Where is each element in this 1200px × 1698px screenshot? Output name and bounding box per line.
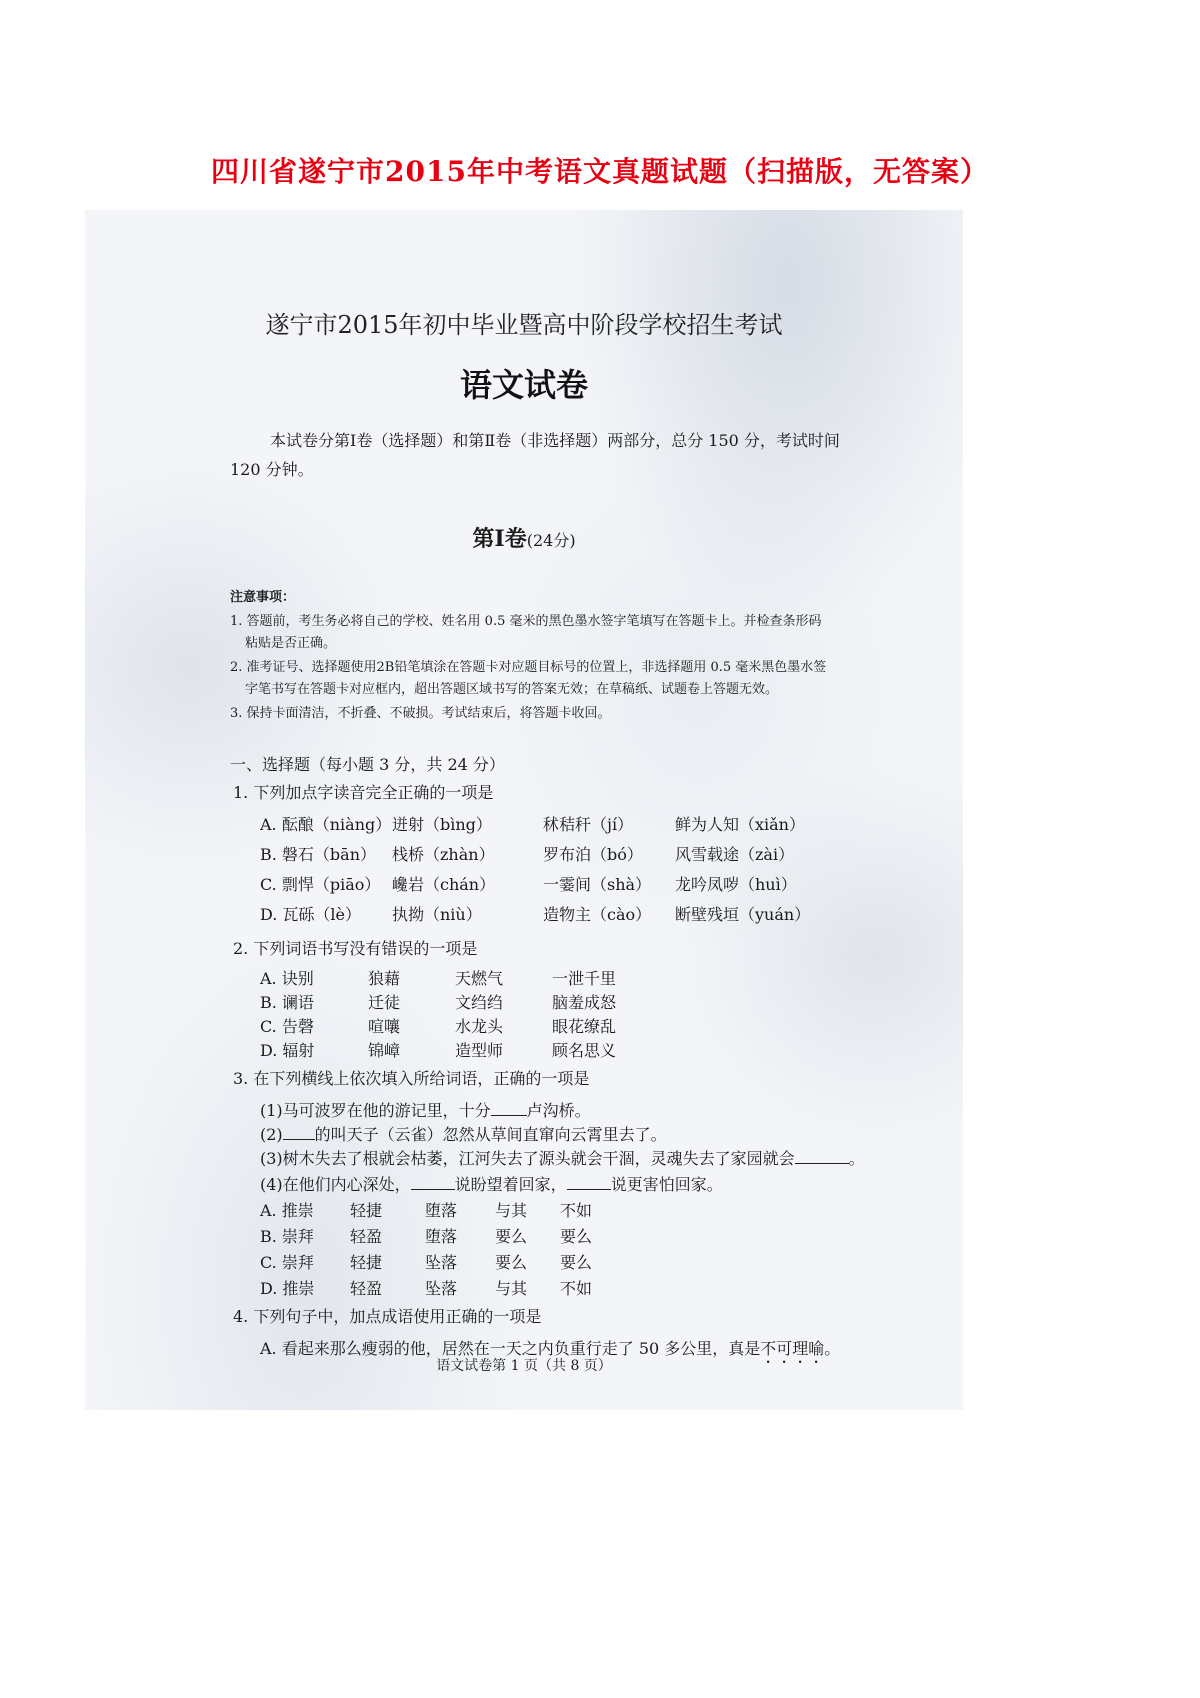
option-cell: 迁徒 — [368, 993, 401, 1012]
question-4-stem: 4. 下列句子中，加点成语使用正确的一项是 — [233, 1307, 542, 1326]
notice-item: 2. 准考证号、选择题使用2B铅笔填涂在答题卡对应题目标号的位置上，非选择题用 0.5 毫米黑色墨水签 — [230, 660, 827, 675]
question-2-option-row — [260, 966, 940, 988]
question-3-sentence-3 — [260, 1146, 865, 1169]
option-cell: 要么 — [560, 1253, 593, 1272]
question-1-option-row — [260, 842, 940, 864]
question-1-stem: 1. 下列加点字读音完全正确的一项是 — [233, 783, 494, 802]
option-cell: 堕落 — [425, 1227, 458, 1246]
option-cell: 不如 — [560, 1279, 593, 1298]
sentence-text: (2) — [260, 1125, 283, 1144]
notice-item: 1. 答题前，考生务必将自己的学校、姓名用 0.5 毫米的黑色墨水签字笔填写在答题卡上。并检查条形码 — [230, 614, 822, 629]
sentence-text: (4)在他们内心深处， — [260, 1175, 411, 1194]
question-3-option-row — [260, 1250, 940, 1272]
option-cell: 要么 — [495, 1253, 528, 1272]
volume-name: 第Ⅰ卷 — [472, 526, 527, 552]
option-cell: 造型师 — [455, 1041, 504, 1060]
intro-line-2: 120 分钟。 — [230, 460, 314, 479]
option-cell: D. 推崇 — [260, 1279, 315, 1298]
sentence-text: (1)马可波罗在他的游记里，十分 — [260, 1101, 491, 1120]
option-cell: 文绉绉 — [455, 993, 504, 1012]
option-cell: B. 谰语 — [260, 993, 314, 1012]
option-cell: 与其 — [495, 1201, 528, 1220]
fill-blank — [411, 1175, 455, 1190]
question-1-option-row — [260, 812, 940, 834]
document-title: 四川省遂宁市2015年中考语文真题试题（扫描版，无答案） — [211, 155, 989, 188]
fill-blank — [283, 1125, 315, 1140]
dotted-idiom: 不可理喻 — [760, 1339, 825, 1358]
option-cell: 要么 — [495, 1227, 528, 1246]
option-cell: 执拗（niù） — [392, 905, 482, 924]
option-cell: 迸射（bìng） — [392, 815, 492, 834]
option-cell: C. 剽悍（piāo） — [260, 875, 381, 894]
option-cell: 秫秸秆（jí） — [543, 815, 634, 834]
option-cell: A. 酝酿（niàng） — [260, 815, 392, 834]
notice-heading: 注意事项： — [230, 590, 296, 605]
notice-item: 字笔书写在答题卡对应框内，超出答题区域书写的答案无效；在草稿纸、试题卷上答题无效。 — [245, 682, 779, 697]
paper-name: 语文试卷 — [459, 366, 588, 404]
option-cell: 风雪载途（zài） — [675, 845, 795, 864]
option-cell: 不如 — [560, 1201, 593, 1220]
sentence-text: 说盼望着回家， — [454, 1175, 567, 1194]
option-cell: A. 诀别 — [260, 969, 314, 988]
option-cell: A. 推崇 — [260, 1201, 314, 1220]
question-2-option-row — [260, 1014, 940, 1036]
option-cell: 鲜为人知（xiǎn） — [675, 815, 805, 834]
option-cell: 巉岩（chán） — [392, 875, 496, 894]
question-3-sentence-4 — [260, 1172, 723, 1195]
question-2-stem: 2. 下列词语书写没有错误的一项是 — [233, 939, 478, 958]
option-cell: 坠落 — [425, 1253, 458, 1272]
sentence-text: 的叫天子（云雀）忽然从草间直窜向云霄里去了。 — [314, 1125, 667, 1144]
exam-title: 遂宁市2015年初中毕业暨高中阶段学校招生考试 — [265, 311, 783, 339]
sentence-text: (3)树木失去了根就会枯萎，江河失去了源头就会干涸，灵魂失去了家园就会 — [260, 1149, 795, 1168]
volume-score: (24分) — [526, 531, 576, 550]
option-cell: 轻捷 — [350, 1253, 383, 1272]
option-cell: 轻捷 — [350, 1201, 383, 1220]
option-cell: 顾名思义 — [552, 1041, 617, 1060]
fill-blank — [491, 1101, 527, 1116]
question-2-option-row — [260, 1038, 940, 1060]
option-cell: B. 崇拜 — [260, 1227, 314, 1246]
option-cell: 锦嶂 — [368, 1041, 401, 1060]
option-cell: D. 辐射 — [260, 1041, 315, 1060]
option-cell: 堕落 — [425, 1201, 458, 1220]
option-cell: 栈桥（zhàn） — [392, 845, 495, 864]
option-cell: 要么 — [560, 1227, 593, 1246]
question-3-sentence-1 — [260, 1098, 591, 1121]
fill-blank — [795, 1149, 849, 1164]
intro-line-1: 本试卷分第Ⅰ卷（选择题）和第Ⅱ卷（非选择题）两部分，总分 150 分，考试时间 — [270, 431, 840, 450]
option-cell: 造物主（cào） — [543, 905, 652, 924]
option-cell: 龙吟凤哕（huì） — [675, 875, 797, 894]
option-cell: B. 磐石（bān） — [260, 845, 377, 864]
option-cell: 一泄千里 — [552, 969, 617, 988]
notice-item: 粘贴是否正确。 — [245, 636, 337, 651]
option-cell: 狼藉 — [368, 969, 401, 988]
notice-item: 3. 保持卡面清洁，不折叠、不破损。考试结束后，将答题卡收回。 — [230, 706, 611, 721]
question-3-option-row — [260, 1276, 940, 1298]
question-3-sentence-2 — [260, 1122, 667, 1145]
option-cell: 脑羞成怒 — [552, 993, 617, 1012]
question-2-option-row — [260, 990, 940, 1012]
question-3-option-row — [260, 1224, 940, 1246]
fill-blank — [567, 1175, 611, 1190]
option-cell: 一霎间（shà） — [543, 875, 652, 894]
option-cell: D. 瓦砾（lè） — [260, 905, 362, 924]
scanned-exam-page — [85, 210, 963, 1410]
option-cell: 喧嚷 — [368, 1017, 401, 1036]
sentence-text: 卢沟桥。 — [526, 1101, 591, 1120]
option-cell: 坠落 — [425, 1279, 458, 1298]
option-cell: 眼花缭乱 — [552, 1017, 617, 1036]
sentence-text: 。 — [848, 1149, 865, 1168]
option-cell: 轻盈 — [350, 1227, 383, 1246]
question-3-stem: 3. 在下列横线上依次填入所给词语，正确的一项是 — [233, 1069, 590, 1088]
option-cell: C. 告磬 — [260, 1017, 314, 1036]
option-cell: 水龙头 — [455, 1017, 504, 1036]
option-cell: 天燃气 — [455, 969, 504, 988]
option-cell: 与其 — [495, 1279, 528, 1298]
option-cell: 罗布泊（bó） — [543, 845, 643, 864]
option-cell: 轻盈 — [350, 1279, 383, 1298]
sentence-text: 说更害怕回家。 — [610, 1175, 723, 1194]
section-heading: 一、选择题（每小题 3 分，共 24 分） — [230, 755, 505, 774]
question-1-option-row — [260, 902, 940, 924]
option-cell: C. 崇拜 — [260, 1253, 314, 1272]
question-1-option-row — [260, 872, 940, 894]
volume-title — [85, 522, 963, 553]
page-footer: 语文试卷第 1 页（共 8 页） — [436, 1358, 612, 1374]
question-3-option-row — [260, 1198, 940, 1220]
option-text-end: 。 — [824, 1339, 841, 1358]
option-cell: 断壁残垣（yuán） — [675, 905, 811, 924]
option-text: A. 看起来那么瘦弱的他，居然在一天之内负重行走了 50 多公里，真是 — [260, 1339, 761, 1358]
